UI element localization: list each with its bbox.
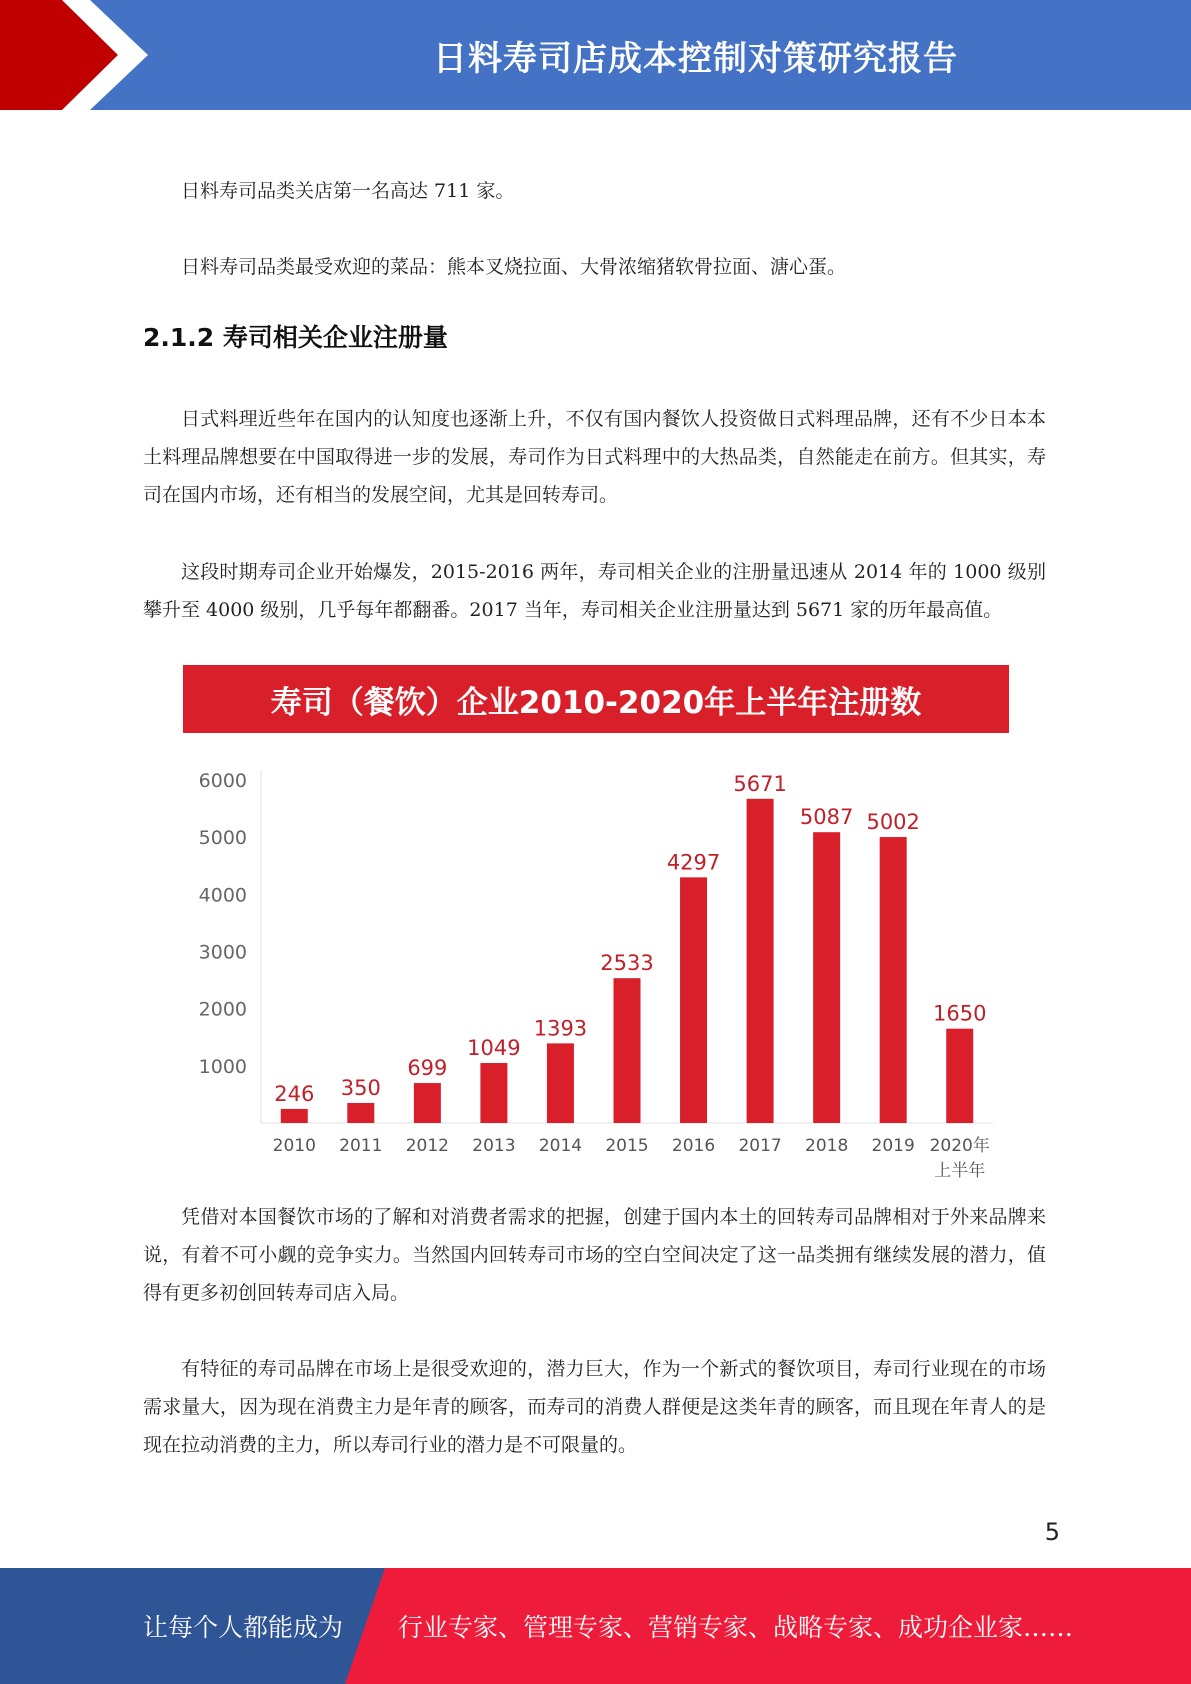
bar [281,1109,308,1123]
chart-plot [183,665,1009,1185]
bar [414,1083,441,1123]
header-red-arrow-shape [0,0,160,110]
bar [946,1029,973,1123]
page-footer [0,1568,1191,1684]
x-tick-label: 2011 [339,1136,383,1156]
data-label: 246 [274,1081,315,1106]
chart-title: 寿司（餐饮）企业2010-2020年上半年注册数 [183,665,1009,733]
x-tick-label: 2014 [538,1136,583,1156]
data-label: 5671 [733,771,787,796]
y-tick-label: 4000 [198,884,247,907]
paragraph: 这段时期寿司企业开始爆发，2015-2016 两年，寿司相关企业的注册量迅速从 2014 年的 1000 级别攀升至 4000 级别，几乎每年都翻番。2017 当年，寿司相关企业注册量达到 5671 家的历年最高值。 [143,561,1046,621]
y-tick-label: 2000 [198,998,247,1021]
y-tick-label: 3000 [198,941,247,964]
bar [747,799,774,1123]
report-title: 日料寿司店成本控制对策研究报告 [433,38,958,79]
x-tick-label: 2020年 [929,1136,990,1156]
bottom-paragraph-2 [143,1350,1046,1464]
data-label: 2533 [600,951,654,976]
x-tick-label: 2010 [272,1136,316,1156]
x-tick-label: 2016 [671,1136,716,1156]
y-tick-label: 5000 [198,827,247,850]
bar [813,832,840,1123]
paragraph: 日式料理近些年在国内的认知度也逐渐上升，不仅有国内餐饮人投资做日式料理品牌，还有不少日本本土料理品牌想要在中国取得进一步的发展，寿司作为日式料理中的大热品类，自然能走在前方。但其实，寿司在国内市场，还有相当的发展空间，尤其是回转寿司。 [143,408,1046,506]
footer-slogan-right: 行业专家、管理专家、营销专家、战略专家、成功企业家…… [398,1613,1074,1642]
x-tick-label: 2018 [805,1136,849,1156]
data-label: 5002 [866,810,920,835]
section-heading: 2.1.2 寿司相关企业注册量 [143,323,448,352]
x-tick-label: 上半年 [934,1161,986,1181]
data-label: 1049 [467,1036,521,1061]
bottom-paragraph-1 [143,1198,1046,1312]
x-tick-label: 2015 [605,1136,649,1156]
data-label: 1393 [533,1016,588,1041]
y-tick-label: 6000 [198,770,247,792]
middle-paragraph-1 [143,400,1046,514]
paragraph: 有特征的寿司品牌在市场上是很受欢迎的，潜力巨大，作为一个新式的餐饮项目，寿司行业现在的市场需求量大，因为现在消费主力是年青的顾客，而寿司的消费人群便是这类年青的顾客，而且现在年青人的是现在拉动消费的主力，所以寿司行业的潜力是不可限量的。 [143,1358,1046,1456]
footer-slogan-left: 让每个人都能成为 [143,1613,344,1642]
bar [880,837,907,1123]
data-label: 4297 [666,850,721,875]
top-paragraph-2 [143,248,1046,286]
data-label: 1650 [933,1001,987,1026]
data-label: 350 [340,1075,381,1100]
bar [547,1043,574,1123]
data-label: 5087 [799,805,854,830]
data-label: 699 [407,1056,448,1081]
bar [347,1103,374,1123]
x-tick-label: 2019 [871,1136,915,1156]
x-tick-label: 2013 [472,1136,516,1156]
bar [480,1063,507,1123]
x-tick-label: 2017 [738,1136,782,1156]
top-paragraph-1 [143,172,1046,210]
page-number: 5 [1044,1518,1060,1546]
x-tick-label: 2012 [405,1136,449,1156]
y-tick-label: 1000 [198,1055,247,1078]
registration-bar-chart [183,665,1009,1185]
bar [680,877,707,1123]
bar [614,978,641,1123]
paragraph: 日料寿司品类最受欢迎的菜品：熊本叉烧拉面、大骨浓缩猪软骨拉面、溏心蛋。 [181,256,847,278]
middle-paragraph-2 [143,553,1046,629]
paragraph: 日料寿司品类关店第一名高达 711 家。 [181,180,515,202]
paragraph: 凭借对本国餐饮市场的了解和对消费者需求的把握，创建于国内本土的回转寿司品牌相对于外来品牌来说，有着不可小觑的竞争实力。当然国内回转寿司市场的空白空间决定了这一品类拥有继续发展的潜力，值得有更多初创回转寿司店入局。 [143,1206,1046,1304]
page-header [0,0,1191,110]
